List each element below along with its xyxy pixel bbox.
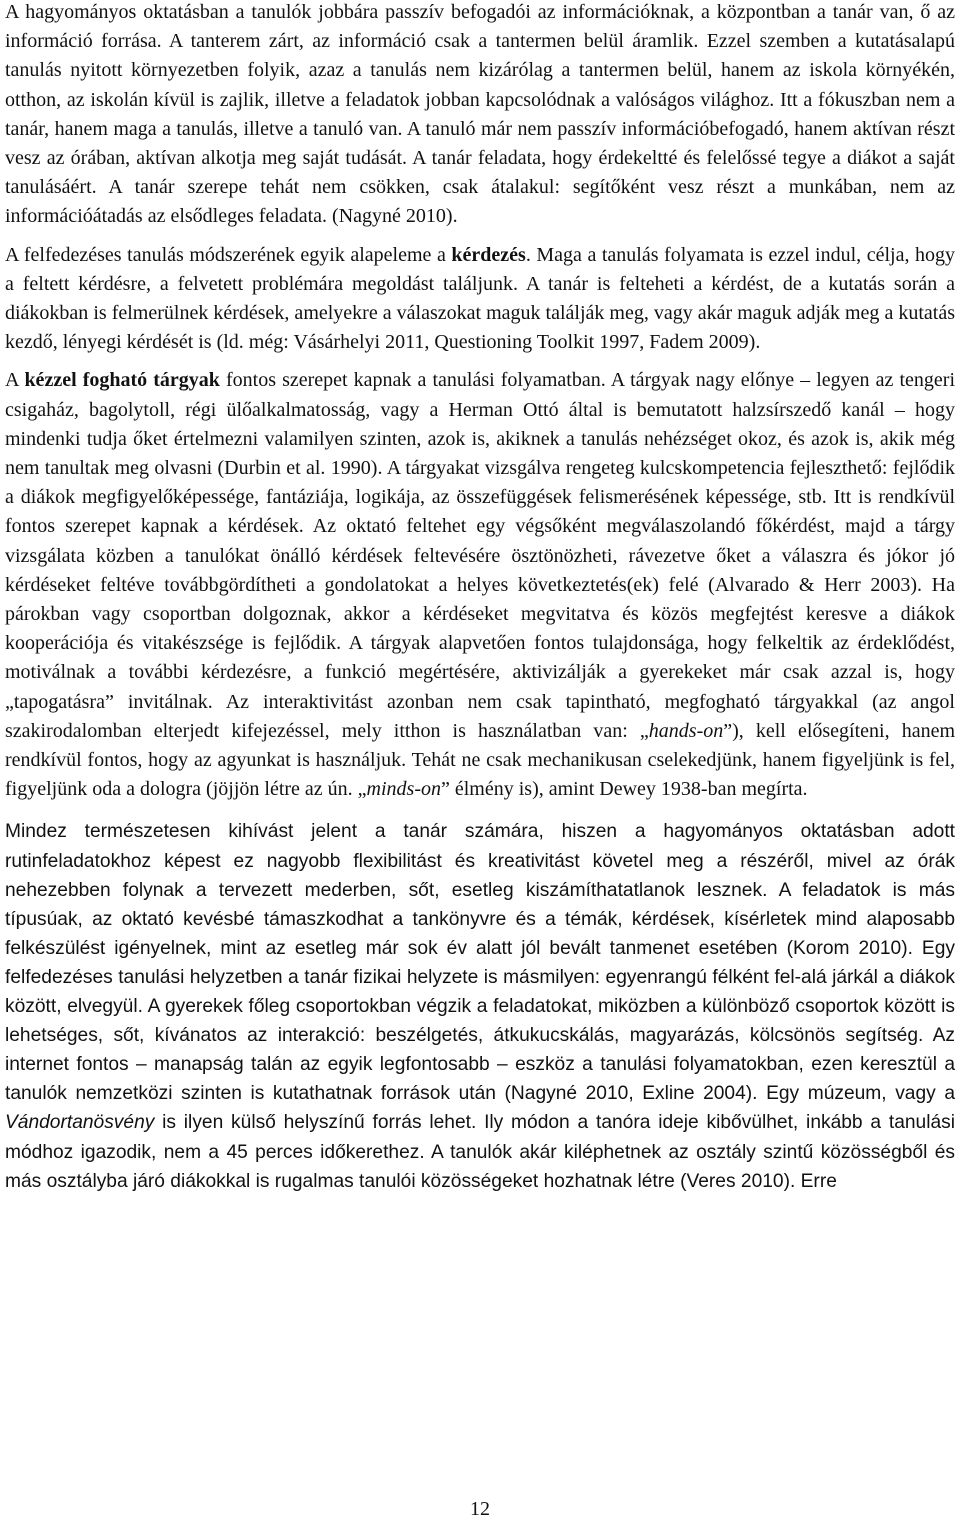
text-run: ”), kell elősegíteni, hanem rendkívül fontos, hogy az agyunkat is használjuk. Tehát ne csak mechanikusan cselekedjünk, hanem figyeljünk is fel, figyeljünk oda a dologra (jöjjön létre az ún. „ xyxy=(5,719,955,801)
paragraph-questioning xyxy=(5,241,955,358)
paragraph-traditional-vs-inquiry xyxy=(5,0,955,232)
page-number: 12 xyxy=(470,1498,490,1520)
bold-phrase: kérdezés xyxy=(451,243,526,266)
text-run: A hagyományos oktatásban a tanulók jobbára passzív befogadói az információknak, a központban a tanár van, ő az információ forrása. A tanterem zárt, az információ csak a tantermen belül áramlik. Ezzel szemben a kutatásalapú tanulás nyitott környezetben folyik, azaz a tanulás nem kizárólag a tantermen belül, hanem az iskola környékén, otthon, az iskolán kívül is zajlik, illetve a feladatok jobban kapcsolódnak a valóságos világhoz. Itt a fókuszban nem a tanár, hanem maga a tanulás, illetve a tanuló van. A tanuló már nem passzív információbefogadó, hanem aktívan részt vesz az órában, aktívan alkotja meg saját tudását. A tanár feladata, hogy érdekeltté és felelőssé tegye a diákot a saját tanulásáért. A tanár szerepe tehát nem csökken, csak átalakul: segítőként vesz részt a munkában, nem az információátadás az elsődleges feladata. (Nagyné 2010). xyxy=(5,1,955,228)
text-run: A xyxy=(5,369,25,392)
text-run: A felfedezéses tanulás módszerének egyik alapeleme a xyxy=(5,243,452,266)
italic-phrase: hands-on xyxy=(648,719,724,742)
bold-phrase: kézzel fogható tárgyak xyxy=(24,369,220,392)
paragraph-tangible-objects xyxy=(5,366,955,804)
text-run: is ilyen külső helyszínű forrás lehet. Ily módon a tanóra ideje kibővülhet, inkább a tanulási módhoz igazodik, nem a 45 perces időkerethez. A tanulók akár kiléphetnek az osztály szintű közösségből és más osztályba járó diákokkal is rugalmas tanulói közösségeket hozhatnak létre (Veres 2010). Erre xyxy=(5,1112,955,1192)
paragraph-teacher-challenge xyxy=(5,817,955,1195)
text-run: . Maga a tanulás folyamata is ezzel indul, célja, hogy a feltett kérdésre, a felvetett problémára megoldást találjunk. A tanár is felteheti a kérdést, de a kutatás során a diákokban is felmerülnek kérdések, amelyekre a válaszokat maguk találják meg, vagy akár maguk adják meg a kutatás kezdő, lényegi kérdését is (ld. még: Vásárhelyi 2011, Questioning Toolkit 1997, Fadem 2009). xyxy=(5,243,955,354)
text-run: ” élmény is), amint Dewey 1938-ban megírta. xyxy=(441,778,808,801)
italic-phrase: minds-on xyxy=(366,778,441,801)
document-page xyxy=(5,0,955,1196)
text-run: Mindez természetesen kihívást jelent a tanár számára, hiszen a hagyományos oktatásban adott rutinfeladatokhoz képest ez nagyobb flexibilitást és kreativitást követel meg a részéről, mivel az órák nehezebben folynak a tervezett mederben, sőt, esetleg kiszámíthatatlanok lesznek. A feladatok is más típusúak, az oktató kevésbé támaszkodhat a tankönyvre és a témák, kérdések, kísérletek mind alaposabb felkészülést igényelnek, mint az esetleg már sok év alatt jól bevált tanmenet esetében (Korom 2010). Egy felfedezéses tanulási helyzetben a tanár fizikai helyzete is másmilyen: egyenrangú félként fel-alá járkál a diákok között, elvegyül. A gyerekek főleg csoportokban végzik a feladatokat, miközben a különböző csoportok között is lehetséges, sőt, kívánatos az interakció: beszélgetés, átkukucskálás, magyarázás, kölcsönös segítség. Az internet fontos – manapság talán az egyik legfontosabb – eszköz a tanulási folyamatokban, ezen keresztül a tanulók nemzetközi szinten is kutathatnak források után (Nagyné 2010, Exline 2004). Egy múzeum, vagy a xyxy=(5,821,955,1105)
italic-phrase: Vándortanösvény xyxy=(5,1112,155,1134)
text-run: fontos szerepet kapnak a tanulási folyamatban. A tárgyak nagy előnye – legyen az tengeri csigaház, bagolytoll, régi ülőalkalmatosság, vagy a Herman Ottó által is bemutatott halzsírszedő kanál – hogy mindenki tudja őket értelmezni valamilyen szinten, azok is, akiknek a tanulás nehézséget okoz, és azok is, akik még nem tanultak meg olvasni (Durbin et al. 1990). A tárgyakat vizsgálva rengeteg kulcskompetencia fejleszthető: fejlődik a diákok megfigyelőképessége, fantáziája, logikája, az összefüggések felismerésének képessége, stb. Itt is rendkívül fontos szerepet kapnak a kérdések. Az oktató feltehet egy végsőként megválaszolandó főkérdést, majd a tárgy vizsgálata közben a tanulókat önálló kérdések feltevésére ösztönözheti, rávezetve őket a válaszra és jókor jó kérdéseket feltéve továbbgördítheti a gondolatokat a helyes következtetés(ek) felé (Alvarado & Herr 2003). Ha párokban vagy csoportban dolgoznak, akkor a kérdéseket megvitatva és közös megfejtést keresve a diákok kooperációja és vitakészsége is fejlődik. A tárgyak alapvetően fontos tulajdonsága, hogy felkeltik az érdeklődést, motiválnak a további kérdezésre, a funkció megértésére, aktivizálják a gyerekeket már csak azzal is, hogy „tapogatásra” invitálnak. Az interaktivitást azonban nem csak tapintható, megfogható tárgyakkal (az angol szakirodalomban elterjedt kifejezéssel, mely itthon is használatban van: „ xyxy=(5,369,956,742)
